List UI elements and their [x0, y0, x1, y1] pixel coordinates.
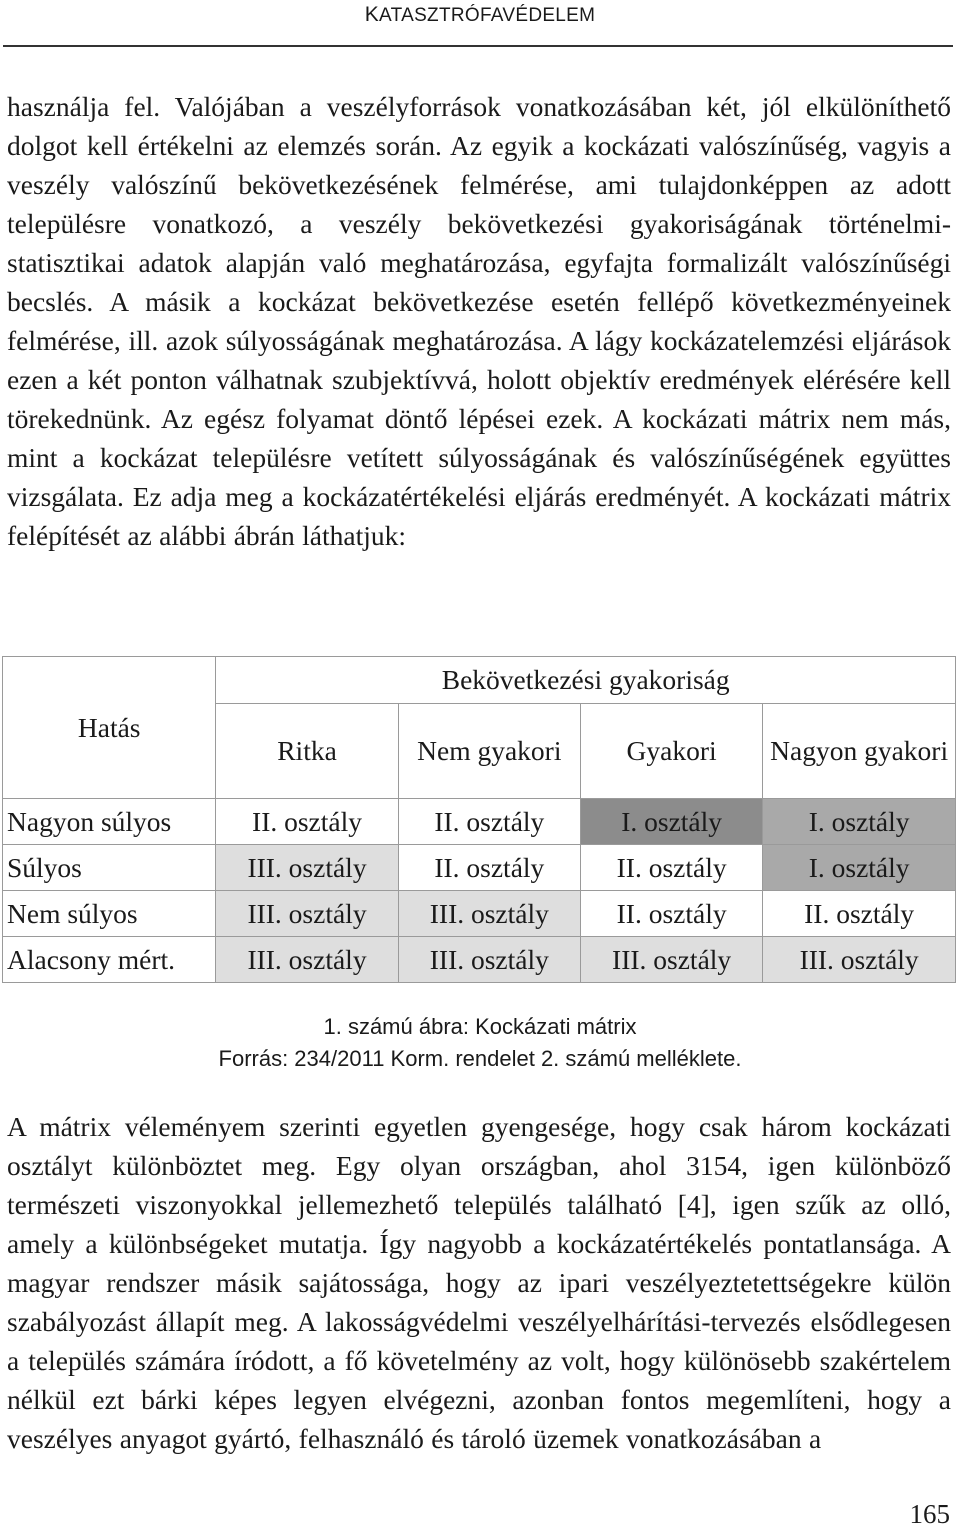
matrix-cell: III. osztály [216, 891, 398, 937]
frequency-col-nem-gyakori: Nem gyakori [398, 704, 580, 799]
frequency-col-ritka: Ritka [216, 704, 398, 799]
figure-caption-title: 1. számú ábra: Kockázati mátrix [323, 1014, 637, 1039]
frequency-header: Bekövetkezési gyakoriság [216, 657, 956, 704]
matrix-cell: III. osztály [763, 937, 956, 983]
frequency-col-gyakori: Gyakori [580, 704, 762, 799]
matrix-cell: II. osztály [216, 799, 398, 845]
matrix-cell: III. osztály [216, 937, 398, 983]
matrix-cell: II. osztály [398, 799, 580, 845]
impact-header: Hatás [3, 657, 216, 799]
matrix-cell: II. osztály [580, 891, 762, 937]
page-number: 165 [909, 1499, 950, 1529]
matrix-cell: III. osztály [580, 937, 762, 983]
body-paragraph-2: A mátrix véleményem szerinti egyetlen gyengesége, hogy csak három kockázati osztályt különböztet meg. Egy olyan országban, ahol 3154, igen különböző természeti viszonyokkal jellemezhető település található [4], igen szűk az olló, amely a különbségeket mutatja. Így nagyobb a kockázatértékelés pontatlansága. A magyar rendszer másik sajátossága, hogy az ipari veszélyeztetettségekre külön szabályozást állapít meg. A lakosságvédelmi veszélyelhárítási-tervezés elsődlegesen a település számára íródott, a fő követelmény az volt, hogy különösebb szakértelem nélkül ezt bárki képes legyen elvégezni, azonban fontos megemlíteni, hogy a veszélyes anyagot gyártó, felhasználó és tároló üzemek vonatkozásában a [7, 1111, 951, 1454]
row-label: Nagyon súlyos [3, 799, 216, 845]
running-head-initial: K [364, 3, 380, 26]
figure-caption-source: Forrás: 234/2011 Korm. rendelet 2. számú melléklete. [218, 1046, 742, 1071]
row-label: Alacsony mért. [3, 937, 216, 983]
risk-matrix-table [2, 656, 956, 983]
frequency-col-nagyon-gyakori: Nagyon gyakori [763, 704, 956, 799]
running-head [0, 0, 960, 34]
matrix-cell: II. osztály [398, 845, 580, 891]
matrix-cell: II. osztály [763, 891, 956, 937]
matrix-cell: III. osztály [216, 845, 398, 891]
matrix-row [3, 799, 956, 845]
running-head-rest: ATASZTRÓFAVÉDELEM [379, 5, 596, 26]
matrix-row [3, 845, 956, 891]
matrix-cell: I. osztály [763, 799, 956, 845]
row-label: Súlyos [3, 845, 216, 891]
matrix-row [3, 937, 956, 983]
matrix-cell: III. osztály [398, 937, 580, 983]
body-paragraph-1: használja fel. Valójában a veszélyforrások vonatkozásában két, jól elkülöníthető dolgot kell értékelni az elemzés során. Az egyik a kockázati valószínűség, vagyis a veszély valószínű bekövetkezésének felmérése, ami tulajdonképpen az adott településre vonatkozó, a veszély bekövetkezési gyakoriságának történelmi-statisztikai adatok alapján való meghatározása, egyfajta formalizált valószínűségi becslés. A másik a kockázat bekövetkezése esetén fellépő következményeinek felmérése, ill. azok súlyosságának meghatározása. A lágy kockázatelemzési eljárások ezen a két ponton válhatnak szubjektívvá, holott objektív eredmények elérésére kell törekednünk. Az egész folyamat döntő lépései ezek. A kockázati mátrix nem más, mint a kockázat településre vetített súlyosságának és valószínűségének együttes vizsgálata. Ez adja meg a kockázatértékelési eljárás eredményét. A kockázati mátrix felépítését az alábbi ábrán láthatjuk: [7, 91, 951, 551]
matrix-cell: I. osztály [580, 799, 762, 845]
matrix-cell: I. osztály [763, 845, 956, 891]
matrix-cell: II. osztály [580, 845, 762, 891]
matrix-row [3, 891, 956, 937]
header-rule [3, 45, 953, 47]
row-label: Nem súlyos [3, 891, 216, 937]
matrix-cell: III. osztály [398, 891, 580, 937]
